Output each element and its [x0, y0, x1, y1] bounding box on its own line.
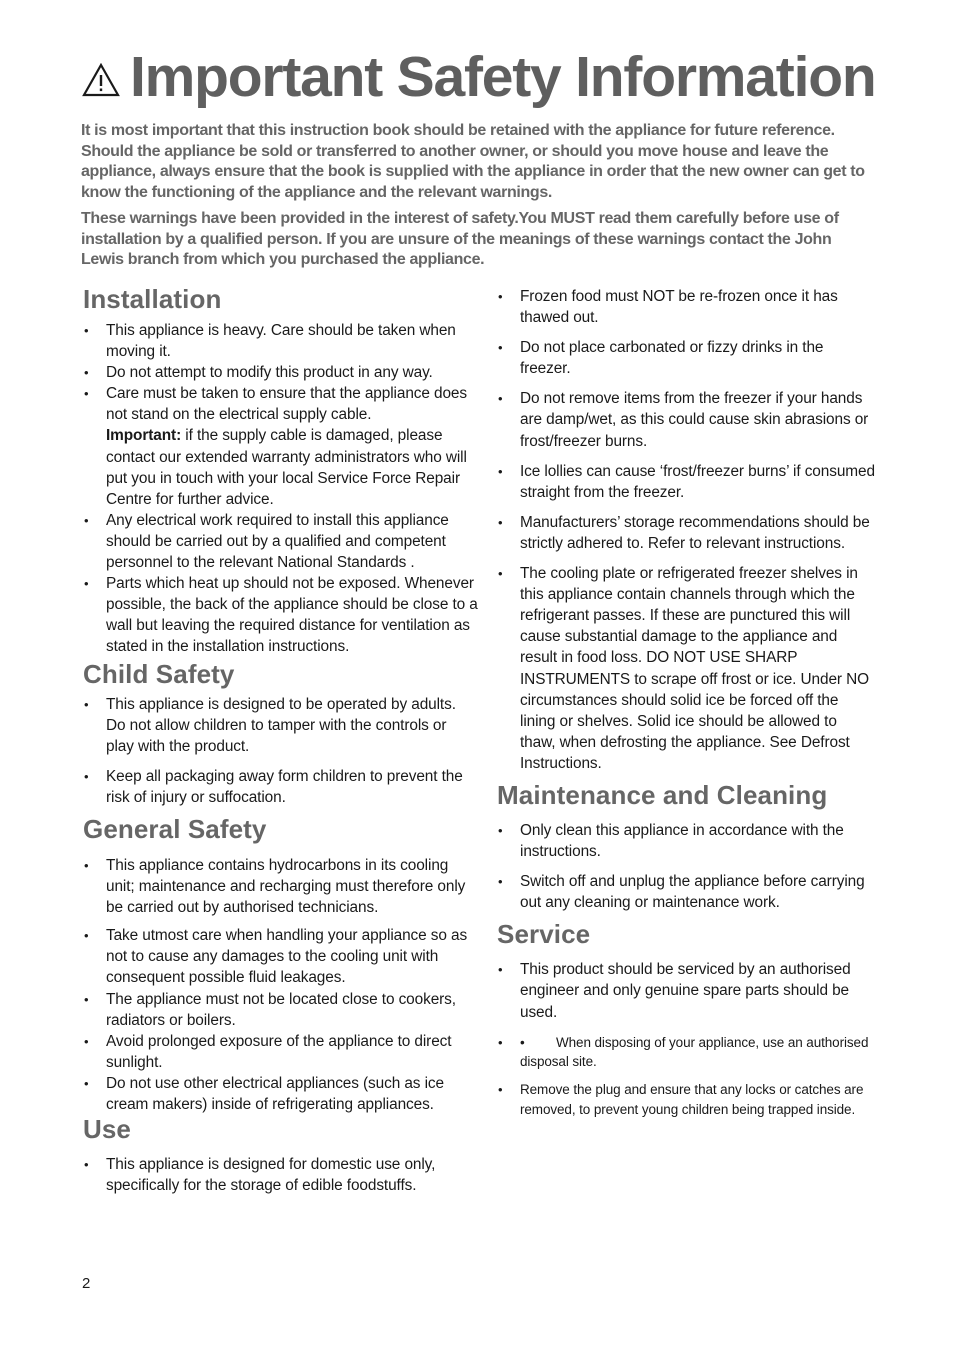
list-item: • This appliance is designed to be operated by adults. Do not allow children to tamper with the controls or play with the product. [83, 694, 478, 757]
important-label: Important: [106, 427, 182, 445]
list-item: • Only clean this appliance in accordance with the instructions. [497, 820, 875, 862]
right-column [497, 286, 875, 1119]
list-item [497, 1033, 875, 1072]
service-heading: Service [497, 919, 591, 950]
list-item: • This product should be serviced by an authorised engineer and only genuine spare parts should be used. [497, 959, 875, 1022]
list-item [83, 383, 478, 510]
maintenance-list [497, 820, 875, 913]
list-item: • Avoid prolonged exposure of the appliance to direct sunlight. [83, 1031, 478, 1073]
list-item: • Do not remove items from the freezer if your hands are damp/wet, as this could cause skin abrasions or frost/freezer burns. [497, 388, 875, 451]
inner-bullet: • [520, 1034, 525, 1050]
page-title-text: Important Safety Information [130, 45, 876, 109]
list-item: • Manufacturers’ storage recommendations should be strictly adhered to. Refer to relevant instructions. [497, 512, 875, 554]
list-item: • Do not attempt to modify this product in any way. [83, 362, 478, 383]
maintenance-heading: Maintenance and Cleaning [497, 779, 828, 810]
list-item: • Keep all packaging away form children to prevent the risk of injury or suffocation. [83, 766, 478, 808]
child-safety-heading: Child Safety [83, 658, 235, 689]
service-list-small [497, 1033, 875, 1120]
service-list [497, 959, 875, 1022]
warning-triangle-icon [82, 63, 120, 97]
use-list-left [83, 1154, 478, 1196]
list-item: • Do not use other electrical appliances (such as ice cream makers) inside of refrigerating appliances. [83, 1073, 478, 1115]
list-item: • Any electrical work required to install this appliance should be carried out by a qualified and competent personnel to the relevant National Standards . [83, 510, 478, 573]
list-item: • Switch off and unplug the appliance before carrying out any cleaning or maintenance work. [497, 871, 875, 913]
list-item-text: When disposing of your appliance, use an authorised disposal site. [520, 1034, 869, 1070]
child-safety-list [83, 694, 478, 808]
list-item: • Remove the plug and ensure that any locks or catches are removed, to prevent young children being trapped inside. [497, 1080, 875, 1119]
intro-paragraph-2: These warnings have been provided in the interest of safety.You MUST read them carefully before use of installation by a qualified person. If you are unsure of the meanings of these warnings contact the John Lewis branch from which you purchased the appliance. [81, 210, 839, 269]
list-item: • This appliance is designed for domestic use only, specifically for the storage of edible foodstuffs. [83, 1154, 478, 1196]
list-item: • The appliance must not be located close to cookers, radiators or boilers. [83, 989, 478, 1031]
important-text: if the supply cable is damaged, please contact our extended warranty administrators who will put you in touch with your local Service Force Repair Centre for further advice. [106, 427, 467, 508]
list-item: • Take utmost care when handling your appliance so as not to cause any damages to the cooling unit with consequent possible fluid leakages. [83, 925, 478, 988]
list-item: • This appliance contains hydrocarbons in its cooling unit; maintenance and recharging must therefore only be carried out by authorised technicians. [83, 855, 478, 918]
intro-paragraph-1: It is most important that this instruction book should be retained with the appliance for future reference. Should the appliance be sold or transferred to another owner, or should you move house and leave the appliance, always ensure that the book is supplied with the appliance in order that the new owner can get to know the functioning of the appliance and the relevant warnings. [81, 122, 865, 202]
page-title [82, 42, 875, 112]
page-number: 2 [82, 1275, 91, 1292]
list-item-text: Care must be taken to ensure that the appliance does not stand on the electrical supply cable. [106, 385, 467, 424]
installation-heading: Installation [83, 284, 222, 314]
general-safety-heading: General Safety [83, 813, 267, 844]
use-list-right [497, 286, 875, 774]
general-safety-list [83, 855, 478, 1115]
list-item: • Ice lollies can cause ‘frost/freezer burns’ if consumed straight from the freezer. [497, 461, 875, 503]
list-item: • Parts which heat up should not be exposed. Whenever possible, the back of the appliance should be close to a wall but leaving the required distance for ventilation as stated in the installation instructions. [83, 573, 478, 657]
list-item: • This appliance is heavy. Care should be taken when moving it. [83, 320, 478, 362]
list-item: • The cooling plate or refrigerated freezer shelves in this appliance contain channels through which the refrigerant passes. If these are punctured this will cause substantial damage to the appliance and result in food loss. DO NOT USE SHARP INSTRUMENTS to scrape off frost or ice. Under NO circumstances should solid ice be forced off the lining or shelves. Solid ice should be allowed to thaw, when defrosting the appliance. See Defrost Instructions. [497, 563, 875, 774]
left-column [83, 284, 478, 1196]
list-item: • Do not place carbonated or fizzy drinks in the freezer. [497, 337, 875, 379]
list-item: • Frozen food must NOT be re-frozen once it has thawed out. [497, 286, 875, 328]
installation-list [83, 320, 478, 658]
use-heading: Use [83, 1114, 131, 1145]
